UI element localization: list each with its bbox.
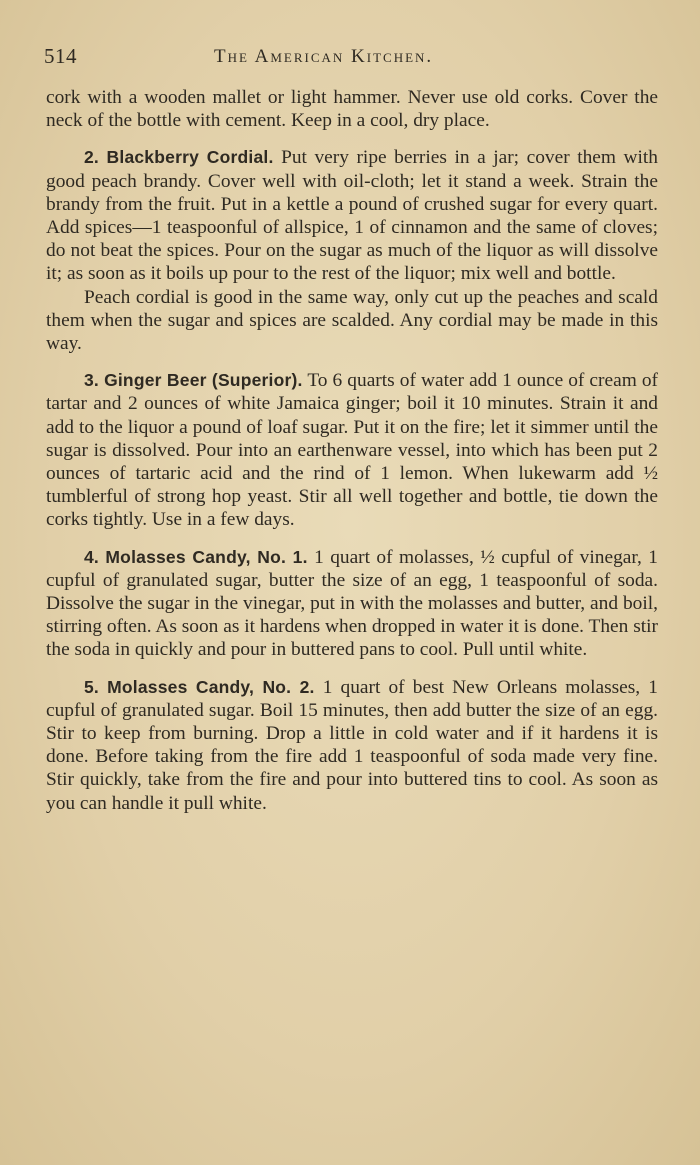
recipe-text: Put very ripe berries in a jar; cover them with good peach brandy. Cover well with oil-cloth; let it stand a week. Strain the brandy from the fruit. Put in a kettle a pound of crushed sugar for every quart. Add spices—1 teaspoonful of allspice, 1 of cinnamon and the same of cloves; do not beat the spices. Pour on the sugar as much of the liquor as will dissolve it; as soon as it boils up pour to the rest of the liquor; mix well and bottle. xyxy=(46,147,658,285)
recipe-number: 3. xyxy=(84,370,99,391)
recipe-molasses-candy-1 xyxy=(46,546,658,662)
recipe-number: 2. xyxy=(84,147,99,168)
running-title: The American Kitchen. xyxy=(214,46,434,67)
recipe-ginger-beer xyxy=(46,369,658,531)
page-header xyxy=(44,44,656,74)
page-body xyxy=(46,86,658,829)
recipe-number: 5. xyxy=(84,676,99,697)
recipe-molasses-candy-2 xyxy=(46,676,658,815)
recipe-title: Molasses Candy, No. 1. xyxy=(105,546,308,567)
continuation-paragraph: cork with a wooden mallet or light hammer. Never use old corks. Cover the neck of the bottle with cement. Keep in a cool, dry place. xyxy=(46,87,658,132)
recipe-blackberry-cordial xyxy=(46,146,658,285)
recipe-title: Blackberry Cordial. xyxy=(106,147,274,168)
recipe-text: 1 quart of molasses, ½ cupful of vinegar, 1 cupful of granulated sugar, butter the size of an egg, 1 teaspoonful of soda. Dissolve the sugar in the vinegar, put in with the molasses and butter, and boil, stirring often. As soon as it hardens when dropped in water it is done. Then stir the soda in quickly and pour in buttered pans to cool. Pull until white. xyxy=(46,546,658,661)
recipe-title: Molasses Candy, No. 2. xyxy=(107,676,315,697)
recipe-title: Ginger Beer (Superior). xyxy=(104,370,303,391)
recipe-text: To 6 quarts of water add 1 ounce of cream of tartar and 2 ounces of white Jamaica ginger; boil it 10 minutes. Strain it and add to the liquor a pound of loaf sugar. Put it on the fire; let it simmer until the sugar is dissolved. Pour into an earthenware vessel, into which has been put 2 ounces of tartaric acid and the rind of 1 lemon. When lukewarm add ½ tumblerful of strong hop yeast. Stir all well together and bottle, tie down the corks tightly. Use in a few days. xyxy=(46,370,659,531)
page-number: 514 xyxy=(44,44,77,68)
recipe-number: 4. xyxy=(84,546,99,567)
recipe-note: Peach cordial is good in the same way, only cut up the peaches and scald them when the sugar and spices are scalded. Any cordial may be made in this way. xyxy=(46,286,658,355)
recipe-text: 1 quart of best New Orleans molasses, 1 cupful of granulated sugar. Boil 15 minutes, then add butter the size of an egg. Stir to keep from burning. Drop a little in cold water and if it hardens it is done. Before taking from the fire add 1 teaspoonful of soda made very fine. Stir quickly, take from the fire and pour into buttered tins to cool. As soon as you can handle it pull white. xyxy=(46,676,658,814)
